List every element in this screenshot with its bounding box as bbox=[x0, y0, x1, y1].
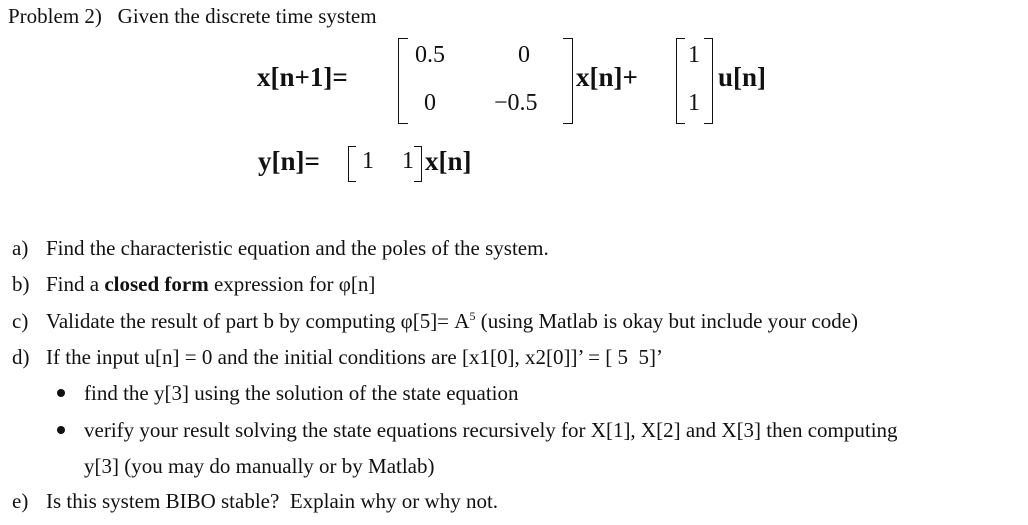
matrix-b-2: 1 bbox=[688, 90, 700, 116]
part-c-post: (using Matlab is okay but include your code) bbox=[475, 309, 859, 333]
matrix-a-left-bracket bbox=[398, 38, 408, 124]
state-eq-x-term: x[n]+ bbox=[576, 62, 638, 92]
output-eq-x-term: x[n] bbox=[425, 146, 472, 176]
matrix-a-12: 0 bbox=[518, 42, 530, 68]
part-b-label: b) bbox=[12, 272, 30, 296]
part-d-bullet-1: find the y[3] using the solution of the state equation bbox=[84, 381, 519, 405]
part-b bbox=[12, 272, 375, 297]
part-c bbox=[12, 309, 858, 334]
part-d-bullet-2: verify your result solving the state equations recursively for X[1], X[2] and X[3] then computing bbox=[84, 418, 898, 442]
matrix-a-right-bracket bbox=[563, 38, 573, 124]
output-eq-lhs: y[n]= bbox=[258, 146, 320, 176]
part-b-post: expression for φ[n] bbox=[208, 272, 376, 296]
matrix-a-21: 0 bbox=[424, 90, 436, 116]
state-eq-u-term: u[n] bbox=[718, 62, 767, 92]
part-d bbox=[12, 345, 663, 370]
part-e-label: e) bbox=[12, 489, 29, 513]
matrix-c-2: 1 bbox=[402, 148, 414, 174]
part-d-bullet-2-continuation: y[3] (you may do manually or by Matlab) bbox=[84, 454, 435, 478]
matrix-c-1: 1 bbox=[362, 148, 374, 174]
part-b-bold: closed form bbox=[104, 272, 209, 296]
matrix-a-22: −0.5 bbox=[494, 90, 538, 116]
part-a-text: Find the characteristic equation and the poles of the system. bbox=[46, 236, 549, 260]
part-e bbox=[12, 489, 498, 514]
part-c-label: c) bbox=[12, 309, 29, 333]
matrix-b-right-bracket bbox=[704, 38, 713, 124]
state-eq-lhs: x[n+1]= bbox=[257, 62, 348, 92]
matrix-b-left-bracket bbox=[676, 38, 685, 124]
matrix-c-right-bracket bbox=[414, 146, 422, 182]
part-d-text: If the input u[n] = 0 and the initial conditions are [x1[0], x2[0]]’ = [ 5 5]’ bbox=[46, 345, 663, 369]
bullet-2 bbox=[57, 426, 65, 434]
problem-header bbox=[8, 4, 377, 29]
part-a-label: a) bbox=[12, 236, 29, 260]
matrix-b-1: 1 bbox=[688, 42, 700, 68]
part-e-text: Is this system BIBO stable? Explain why or why not. bbox=[46, 489, 499, 513]
part-d-label: d) bbox=[12, 345, 30, 369]
part-c-pre: Validate the result of part b by computing φ[5]= A bbox=[46, 309, 470, 333]
problem-number: Problem 2) bbox=[8, 4, 102, 28]
part-b-pre: Find a bbox=[46, 272, 105, 296]
part-a bbox=[12, 236, 549, 261]
part-c-exponent: 5 bbox=[469, 309, 476, 323]
matrix-a-11: 0.5 bbox=[415, 42, 445, 68]
bullet-1 bbox=[57, 389, 65, 397]
matrix-c-left-bracket bbox=[348, 146, 356, 182]
problem-intro: Given the discrete time system bbox=[117, 4, 377, 28]
